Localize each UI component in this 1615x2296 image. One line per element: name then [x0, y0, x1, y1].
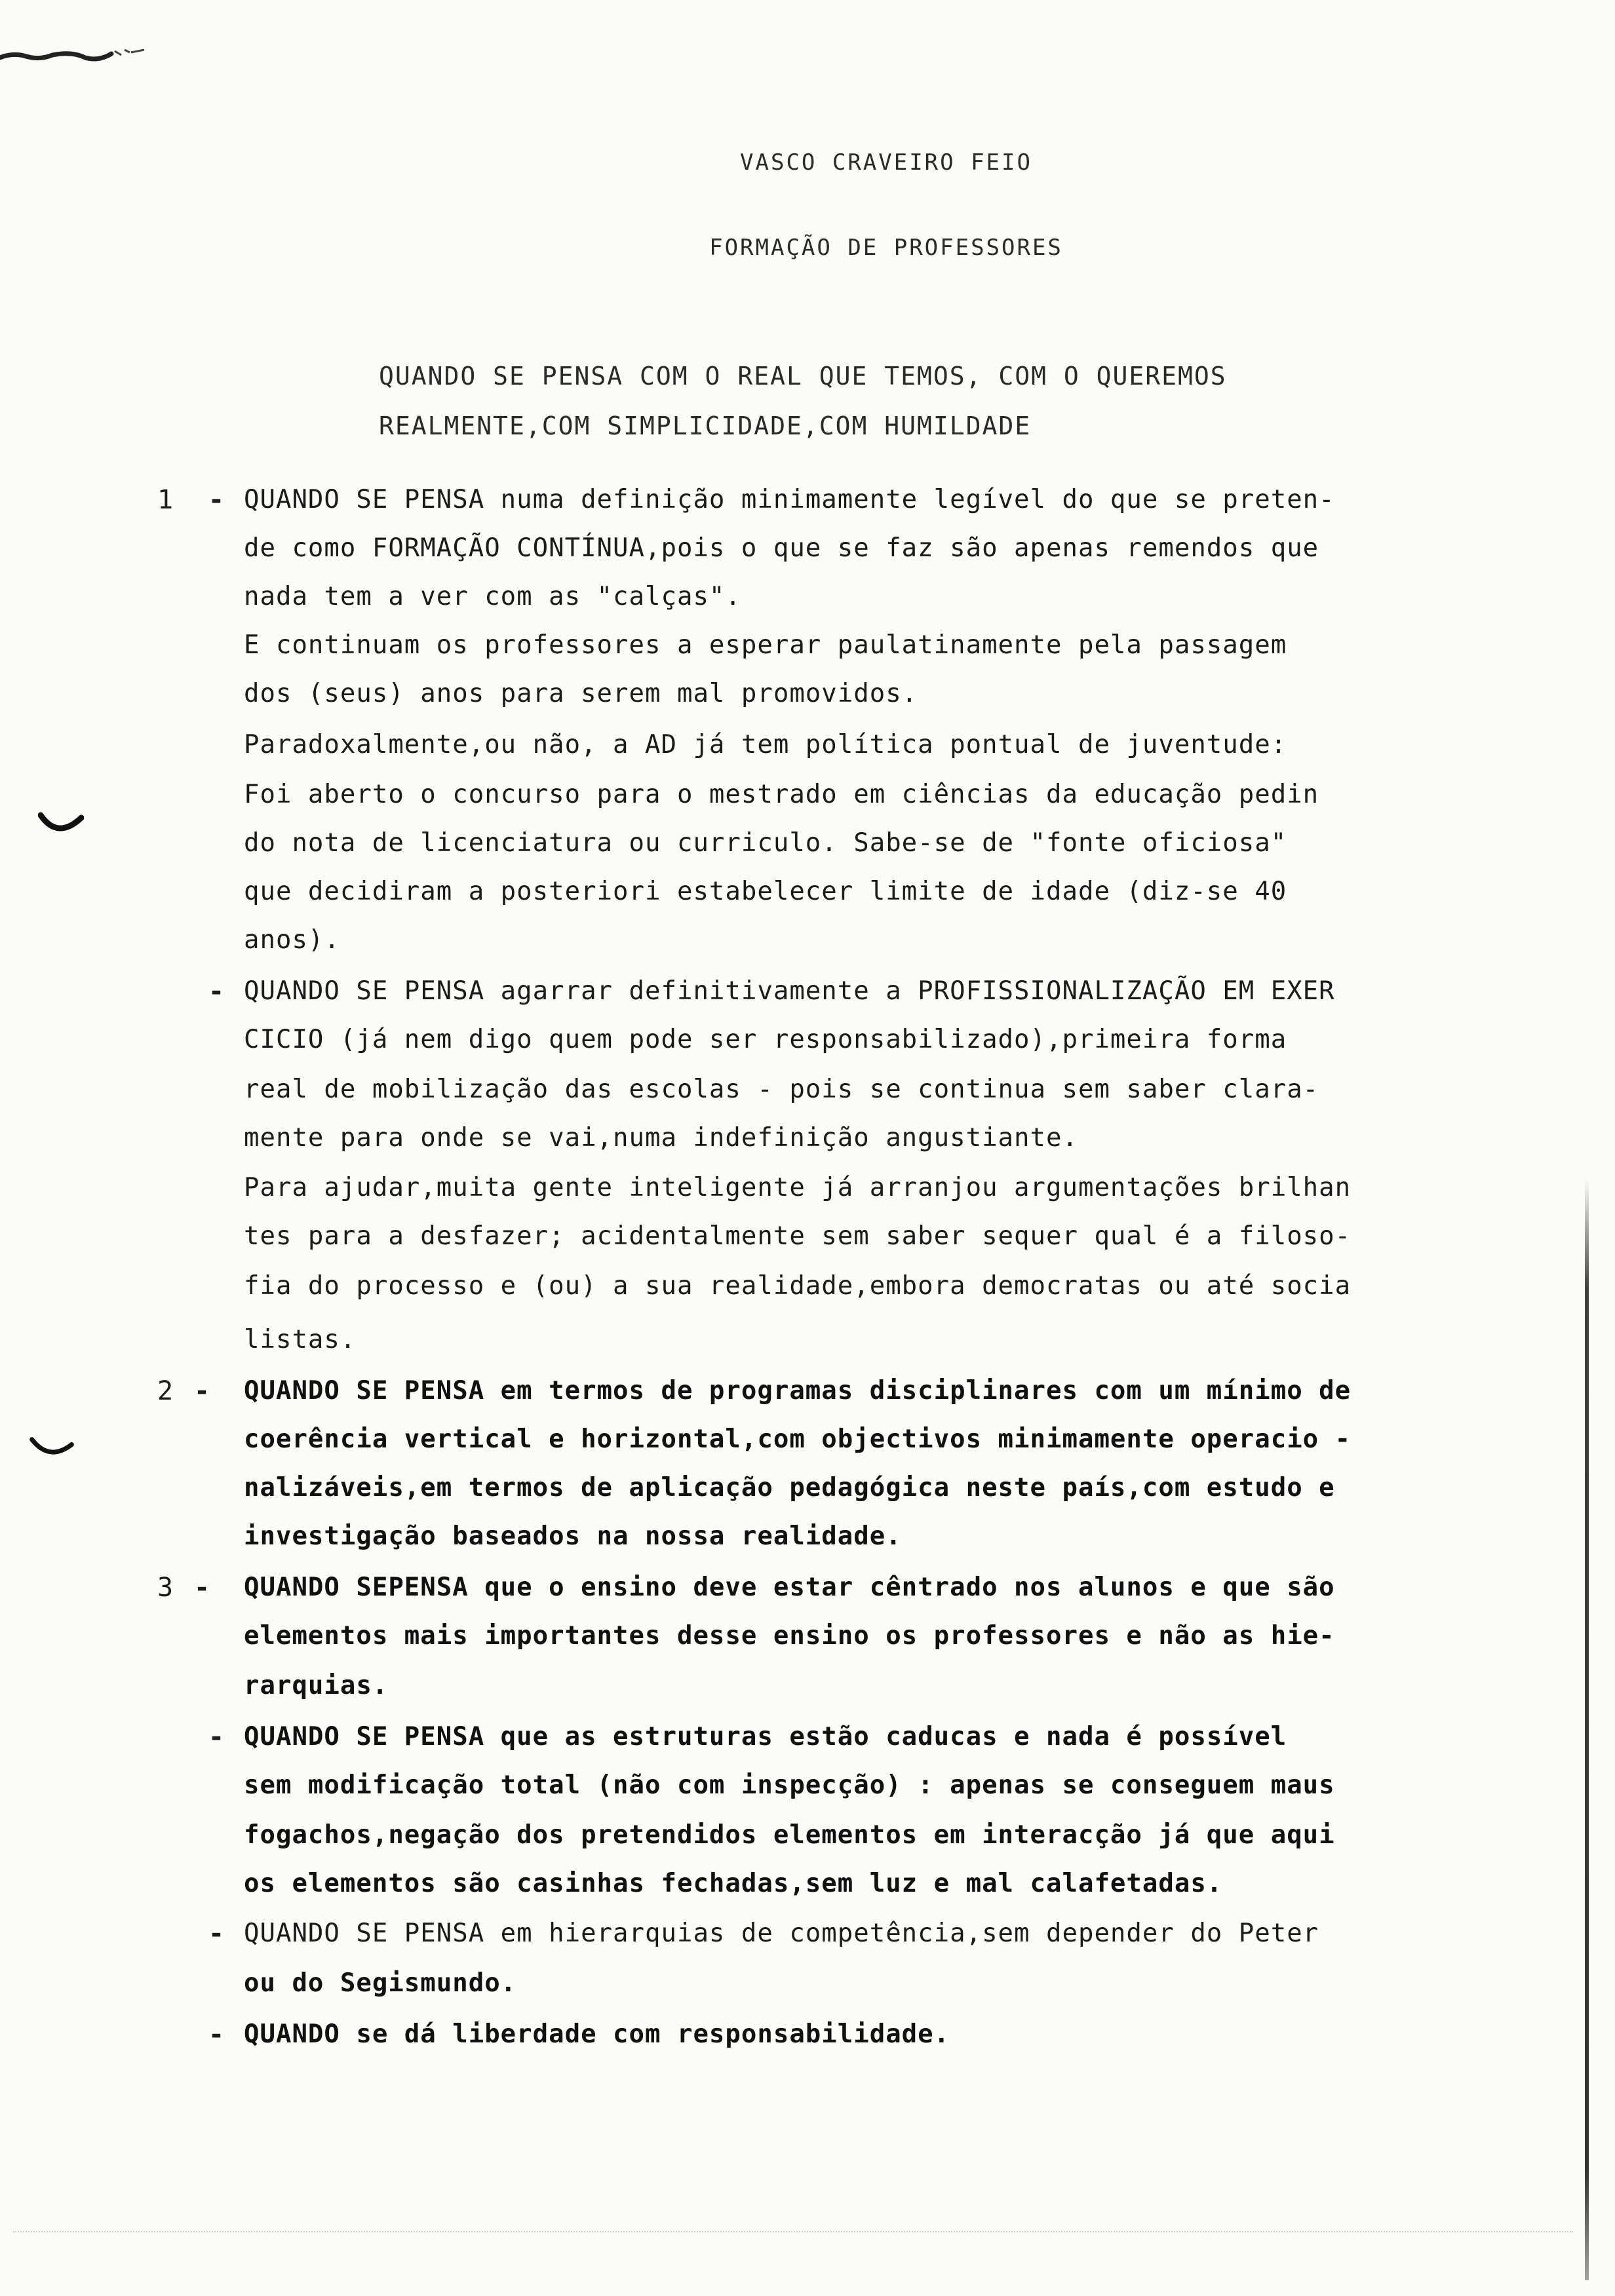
text-line: QUANDO se dá liberdade com responsabilidade. — [244, 2019, 950, 2049]
text-line: E continuam os professores a esperar paulatinamente pela passagem — [244, 630, 1287, 660]
text-line: QUANDO SE PENSA em hierarquias de competência,sem depender do Peter — [244, 1919, 1319, 1948]
text-line: listas. — [244, 1325, 357, 1354]
bullet-dash: - — [208, 485, 225, 515]
text-line: ou do Segismundo. — [244, 1968, 517, 1998]
scan-edge-shadow — [1585, 1179, 1589, 2280]
intro-line: REALMENTE,COM SIMPLICIDADE,COM HUMILDADE — [379, 411, 1032, 440]
text-line: sem modificação total (não com inspecção) : apenas se conseguem maus — [244, 1770, 1335, 1800]
text-line: Foi aberto o concurso para o mestrado em ciências da educação pedin — [244, 780, 1319, 809]
text-line: de como FORMAÇÃO CONTÍNUA,pois o que se faz são apenas remendos que — [244, 533, 1319, 563]
author-name: VASCO CRAVEIRO FEIO — [740, 149, 1032, 176]
item-number-1: 1 — [157, 485, 174, 515]
bullet-dash: - — [208, 2019, 225, 2050]
bullet-dash: - — [194, 1376, 210, 1406]
bullet-dash: - — [208, 976, 225, 1006]
text-line: fia do processo e (ou) a sua realidade,embora democratas ou até socia — [244, 1271, 1352, 1301]
text-line: do nota de licenciatura ou curriculo. Sabe-se de "fonte oficiosa" — [244, 828, 1287, 858]
text-line: Para ajudar,muita gente inteligente já arranjou argumentações brilhan — [244, 1173, 1352, 1202]
text-line: mente para onde se vai,numa indefinição angustiante. — [244, 1123, 1078, 1153]
text-line: os elementos são casinhas fechadas,sem luz e mal calafetadas. — [244, 1869, 1223, 1898]
item-number-2: 2 — [157, 1376, 174, 1406]
bullet-dash: - — [208, 1722, 225, 1752]
item-number-3: 3 — [157, 1573, 174, 1603]
text-line: fogachos,negação dos pretendidos elementos em interacção já que aqui — [244, 1820, 1335, 1850]
ink-smudge — [0, 46, 151, 66]
document-title: FORMAÇÃO DE PROFESSORES — [709, 235, 1063, 261]
text-line: tes para a desfazer; acidentalmente sem saber sequer qual é a filoso- — [244, 1221, 1352, 1251]
text-line: investigação baseados na nossa realidade. — [244, 1521, 902, 1551]
text-line: nalizáveis,em termos de aplicação pedagógica neste país,com estudo e — [244, 1473, 1335, 1502]
text-line: elementos mais importantes desse ensino os professores e não as hie- — [244, 1621, 1335, 1651]
text-line: QUANDO SE PENSA que as estruturas estão caducas e nada é possível — [244, 1722, 1287, 1751]
text-line: dos (seus) anos para serem mal promovidos. — [244, 679, 918, 708]
scan-dotted-line — [13, 2231, 1573, 2234]
text-line: QUANDO SE PENSA numa definição minimamente legível do que se preten- — [244, 485, 1335, 514]
text-line: real de mobilização das escolas - pois se continua sem saber clara- — [244, 1075, 1319, 1104]
text-line: coerência vertical e horizontal,com objectivos minimamente operacio - — [244, 1425, 1352, 1454]
text-line: Paradoxalmente,ou não, a AD já tem política pontual de juventude: — [244, 730, 1287, 759]
bullet-dash: - — [208, 1919, 225, 1949]
text-line: rarquias. — [244, 1671, 389, 1700]
text-line: anos). — [244, 925, 340, 955]
text-line: QUANDO SE PENSA agarrar definitivamente a PROFISSIONALIZAÇÃO EM EXER — [244, 976, 1335, 1006]
intro-line: QUANDO SE PENSA COM O REAL QUE TEMOS, COM O QUEREMOS — [379, 362, 1227, 391]
text-line: que decidiram a posteriori estabelecer limite de idade (diz-se 40 — [244, 877, 1287, 906]
punch-hole-mark — [29, 1435, 75, 1461]
text-line: QUANDO SE PENSA em termos de programas disciplinares com um mínimo de — [244, 1376, 1352, 1406]
bullet-dash: - — [194, 1573, 210, 1603]
text-line: CICIO (já nem digo quem pode ser responsabilizado),primeira forma — [244, 1025, 1287, 1054]
text-line: QUANDO SEPENSA que o ensino deve estar cêntrado nos alunos e que são — [244, 1573, 1335, 1602]
punch-hole-mark — [38, 811, 84, 837]
text-line: nada tem a ver com as "calças". — [244, 582, 741, 611]
